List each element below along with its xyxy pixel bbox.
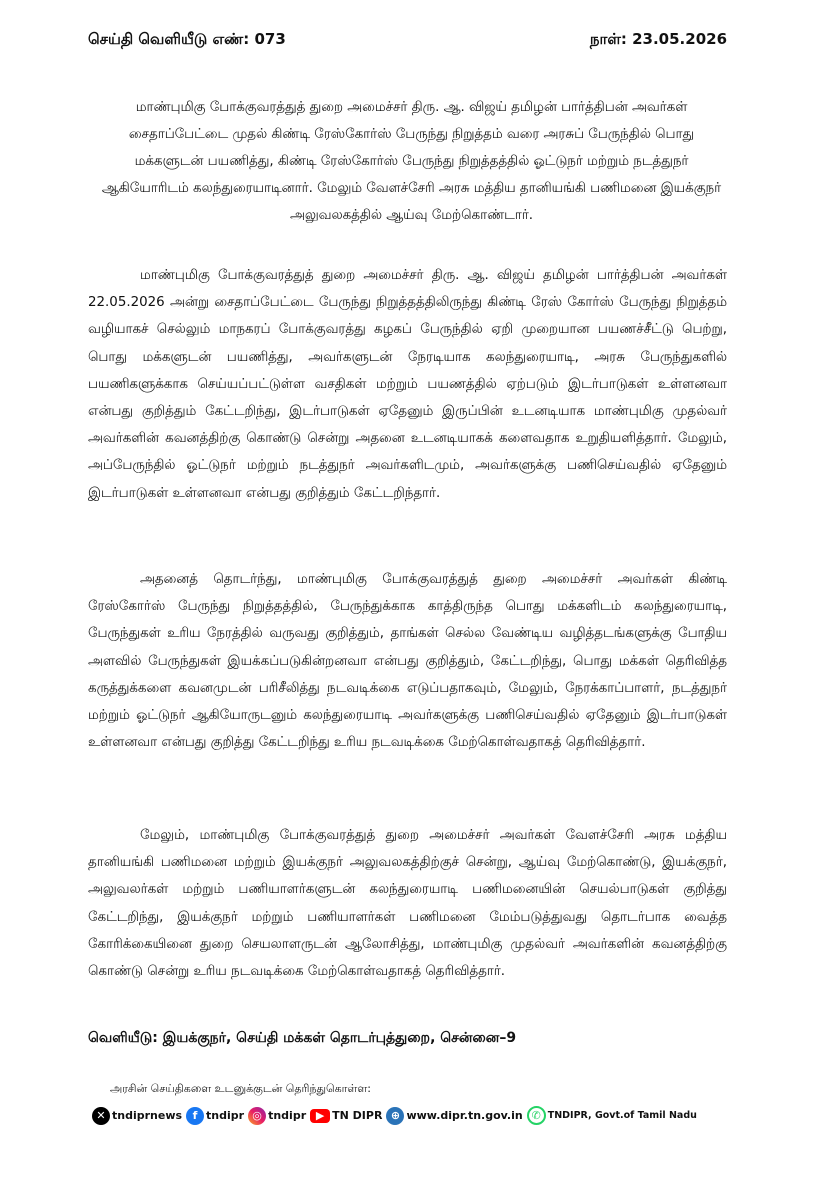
social-whatsapp[interactable]: [527, 1106, 697, 1125]
facebook-icon: f: [186, 1107, 204, 1125]
globe-icon: ⊕: [386, 1107, 404, 1125]
release-date: நாள்: 23.05.2026: [589, 30, 727, 48]
social-links: [92, 1106, 745, 1125]
header: [88, 30, 727, 50]
release-by: வெளியீடு: இயக்குநர், செய்தி மக்கள் தொடர்புத்துறை, சென்னை–9: [88, 1030, 517, 1046]
x-icon: ✕: [92, 1107, 110, 1125]
release-number: செய்தி வெளியீடு எண்: 073: [88, 30, 286, 48]
body-paragraph-1: மாண்புமிகு போக்குவரத்துத் துறை அமைச்சர் திரு. ஆ. விஜய் தமிழன் பார்த்திபன் அவர்கள் 22.05.2026 அன்று சைதாப்பேட்டை பேருந்து நிறுத்தத்திலிருந்து கிண்டி ரேஸ் கோர்ஸ் பேருந்து நிறுத்தம் வழியாகச் செல்லும் மாநகரப் போக்குவரத்து கழகப் பேருந்தில் ஏறி முறையான பயணச்சீட்டு பெற்று, பொது மக்களுடன் பயணித்து, அவர்களுடன் நேரடியாக கலந்துரையாடி, அரசு பேருந்துகளில் பயணிகளுக்காக செய்யப்பட்டுள்ள வசதிகள் மற்றும் பயணத்தில் ஏற்படும் இடர்பாடுகள் உள்ளனவா என்பது குறித்தும் கேட்டறிந்து, இடர்பாடுகள் ஏதேனும் இருப்பின் உடனடியாக மாண்புமிகு முதல்வர் அவர்களின் கவனத்திற்கு கொண்டு சென்று அதனை உடனடியாகக் களைவதாக உறுதியளித்தார். மேலும், அப்பேருந்தில் ஓட்டுநர் மற்றும் நடத்துநர் அவர்களிடமும், அவர்களுக்கு பணிசெய்வதில் ஏதேனும் இடர்பாடுகள் உள்ளனவா என்பது குறித்தும் கேட்டறிந்தார்.: [88, 268, 727, 501]
youtube-icon: ▶: [310, 1109, 330, 1123]
summary-paragraph: மாண்புமிகு போக்குவரத்துத் துறை அமைச்சர் திரு. ஆ. விஜய் தமிழன் பார்த்திபன் அவர்கள் சைதாப்பேட்டை முதல் கிண்டி ரேஸ்கோர்ஸ் பேருந்து நிறுத்தம் வரை அரசுப் பேருந்தில் பொது மக்களுடன் பயணித்து, கிண்டி ரேஸ்கோர்ஸ் பேருந்து நிறுத்தத்தில் ஓட்டுநர் மற்றும் நடத்துநர் ஆகியோரிடம் கலந்துரையாடினார். மேலும் வேளச்சேரி அரசு மத்திய தானியங்கி பணிமனை இயக்குநர் அலுவலகத்தில் ஆய்வு மேற்கொண்டார்.: [101, 100, 722, 223]
whatsapp-icon: ✆: [527, 1106, 546, 1125]
body-paragraph-3: மேலும், மாண்புமிகு போக்குவரத்துத் துறை அமைச்சர் அவர்கள் வேளச்சேரி அரசு மத்திய தானியங்கி பணிமனை மற்றும் இயக்குநர் அலுவலகத்திற்குச் சென்று, ஆய்வு மேற்கொண்டு, இயக்குநர், அலுவலர்கள் மற்றும் பணியாளர்களுடன் கலந்துரையாடி பணிமனையின் செயல்பாடுகள் குறித்து கேட்டறிந்து, இயக்குநர் மற்றும் பணியாளர்கள் பணிமனை மேம்படுத்துவது தொடர்பாக வைத்த கோரிக்கையினை துறை செயலாளருடன் ஆலோசித்து, மாண்புமிகு முதல்வர் அவர்களின் கவனத்திற்கு கொண்டு சென்று உரிய நடவடிக்கை மேற்கொள்வதாகத் தெரிவித்தார்.: [88, 828, 727, 980]
facebook-handle: tndipr: [206, 1109, 245, 1122]
footer-note: அரசின் செய்திகளை உடனுக்குடன் தெரிந்துகொள்ள:: [110, 1082, 371, 1095]
social-instagram[interactable]: [248, 1107, 306, 1125]
body-paragraph-2: அதனைத் தொடர்ந்து, மாண்புமிகு போக்குவரத்துத் துறை அமைச்சர் அவர்கள் கிண்டி ரேஸ்கோர்ஸ் பேருந்து நிறுத்தத்தில், பேருந்துக்காக காத்திருந்த பொது மக்களிடம் கலந்துரையாடி, பேருந்துகள் உரிய நேரத்தில் வருவது குறித்தும், தாங்கள் செல்ல வேண்டிய வழித்தடங்களுக்கு போதிய அளவில் பேருந்துகள் இயக்கப்படுகின்றனவா என்பது குறித்தும், கேட்டறிந்து, பொது மக்கள் தெரிவித்த கருத்துக்களை கவனமுடன் பரிசீலித்து நடவடிக்கை எடுப்பதாகவும், மேலும், நேரக்காப்பாளர், நடத்துநர் மற்றும் ஓட்டுநர் ஆகியோருடனும் கலந்துரையாடி அவர்களுக்கு பணிசெய்வதில் ஏதேனும் இடர்பாடுகள் உள்ளனவா என்பது குறித்து கேட்டறிந்து உரிய நடவடிக்கை மேற்கொள்வதாகத் தெரிவித்தார்.: [88, 572, 727, 751]
social-facebook[interactable]: [186, 1107, 244, 1125]
social-x[interactable]: [92, 1107, 182, 1125]
website-link: www.dipr.tn.gov.in: [406, 1109, 523, 1122]
whatsapp-handle: TNDIPR, Govt.of Tamil Nadu: [547, 1110, 697, 1121]
x-handle: tndiprnews: [112, 1109, 183, 1122]
instagram-handle: tndipr: [268, 1109, 307, 1122]
youtube-handle: TN DIPR: [332, 1109, 383, 1122]
social-youtube[interactable]: [310, 1109, 382, 1123]
social-website[interactable]: [386, 1107, 522, 1125]
instagram-icon: ◎: [248, 1107, 266, 1125]
